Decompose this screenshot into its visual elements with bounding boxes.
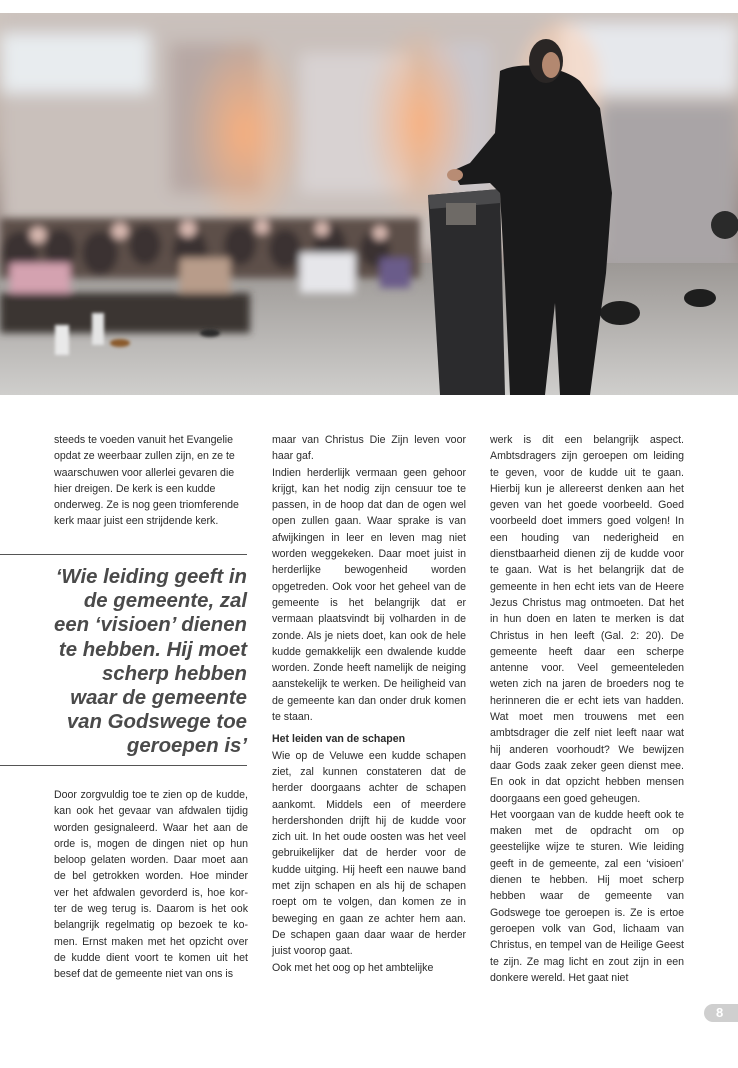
body-paragraph: Indien herderlijk vermaan geen gehoor krijgt, kan het nodig zijn censuur toe te passen, in de hoop dat dan de ogen wel open zullen gaan. Waar sprake is van afwijkingen in leer en leven mag niet worden weggekeken. Daar moet juist in herderlijke bewogenheid worden opgetreden. Ook voor het geheel van de gemeente is het belangrijk dat er vermaan plaatsvindt bij volharden in de zonde. Als je niets doet, kan ook de hele kudde gemakkelijk een dwalende kudde worden. Zonde heeft namelijk de neiging aanstekelijk te werken. De heiligheid van de gemeente kan dan onder druk komen te staan. (272, 466, 466, 724)
pull-quote-line: de gemeente, zal (83, 590, 247, 613)
pull-quote (40, 565, 247, 759)
section-subheading: Het leiden van de schapen (272, 733, 406, 746)
pull-quote-line: scherp hebben (101, 662, 247, 685)
body-paragraph: Door zorgvuldig toe te zien op de kudde, kan ook het gevaar van afdwalen tijdig worden gesignaleerd. Waar het aan de orde is, mogen de dingen niet op hun beloop gelaten worden. Daar moet aan de bel getrokken worden. Hoe minder ver het afdwalen gevorderd is, hoe kor-ter de weg terug is. Daarom is het ook belangrijk regelmatig op bezoek te ko-men. Ernst maken met het opzicht over de kudde dient voort te komen uit het besef dat de gemeente niet van ons is (54, 789, 248, 981)
column-1-bottom (54, 787, 248, 983)
body-paragraph: Ook met het oog op het ambtelijke (272, 961, 434, 974)
column-1-top (54, 432, 248, 530)
pull-quote-bottom-rule (0, 765, 247, 766)
pull-quote-line: te hebben. Hij moet (58, 638, 247, 661)
page-number-tab (704, 1004, 738, 1022)
column-3 (490, 432, 684, 986)
pull-quote-line: een ‘visioen’ dienen (53, 614, 247, 637)
conference-photo (0, 13, 738, 395)
page-number: 8 (716, 1005, 724, 1020)
pull-quote-line: geroepen is’ (126, 735, 247, 758)
header-photo (0, 13, 738, 395)
body-paragraph: werk is dit een belangrijk aspect. Ambtsdragers zijn geroepen om leiding te geven, voor de kudde uit te gaan. Hierbij kun je allereerst denken aan het geven van het goede voorbeeld. Goed voorbeeld doet immers goed volgen! In een houding van nederigheid en dienstbaarheid dienen zij de kudde voor te gaan. Wat is het belangrijk dat de gemeente in hen echt iets van de Heere Jezus Christus mag ontmoeten. Dat het in hun doen en laten te merken is dat Christus in hen leeft (Gal. 2: 20). De gemeente heeft daar een scherpe antenne voor. Veel gemeenteleden weten zich na jaren de broeders nog te herinneren die er echt iets van hadden. Wat moet men trouwens met een ambtsdrager die zelf niet leeft naar wat hij anderen voorhoudt? We bewijzen daar Gods zaak zeker geen dienst mee. En ook in dat opzicht hebben mensen doorgaans een goed geheugen. (490, 434, 684, 805)
body-paragraph: maar van Christus Die Zijn leven voor haar gaf. (272, 434, 466, 463)
body-paragraph: Het voorgaan van de kudde heeft ook te maken met de opdracht om op geestelijke wijze te sturen. Wie leiding geeft in de gemeente, zal een ‘visioen’ dienen te hebben. Hij moet scherp hebben waar de gemeente van Godswege toe geroepen is. Ze is ertoe geroepen volk van God, lichaam van Christus, en tempel van de Heilige Geest te zijn. Ze mag licht en zout zijn in een donkere wereld. Het gaat niet (490, 808, 684, 984)
column-2 (272, 432, 466, 976)
pull-quote-line: waar de gemeente (70, 687, 247, 710)
pull-quote-line: van Godswege toe (66, 711, 247, 734)
body-paragraph: steeds te voeden vanuit het Evangelie opdat ze weerbaar zullen zijn, en ze te waarschuwen voor allerlei gevaren die hier dreigen. De kerk is een kudde onderweg. Ze is nog geen triomferende kerk maar juist een strijdende kerk. (54, 434, 239, 528)
pull-quote-top-rule (0, 554, 247, 555)
pull-quote-line: ‘Wie leiding geeft in (55, 566, 247, 588)
body-paragraph: Wie op de Veluwe een kudde schapen ziet, zal kunnen constateren dat de herder doorgaans achter de schapen aankomt. Middels een of meerdere herdershonden drijft hij de kudde voor zich uit. In het oude oosten was het veel gebruikelijker dat de herder voor de kudde uitging. Hij heeft een nauwe band met zijn schapen en als hij de schapen roept om te volgen, dan komen ze in beweging en gaan ze achter hem aan. De schapen gaan daar waar de herder juist voorop gaat. (272, 749, 466, 958)
